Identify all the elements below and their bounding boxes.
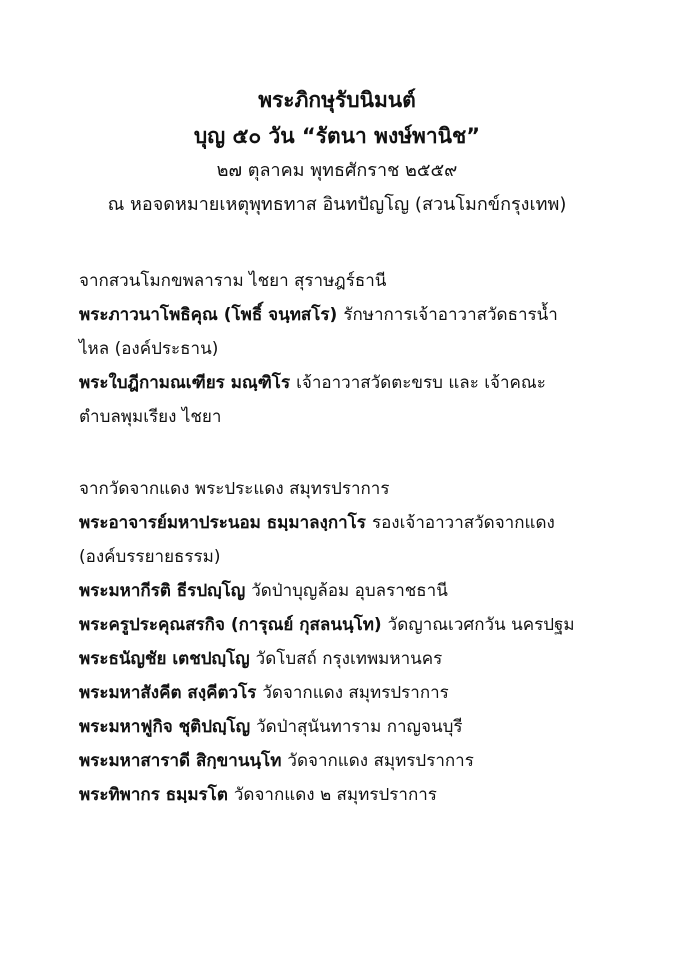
monk-role: รองเจ้าอาวาสวัดจากแดง bbox=[371, 513, 555, 533]
monk-place: วัดจากแดง สมุทรปราการ bbox=[262, 683, 449, 703]
section-origin: จากสวนโมกขพลาราม ไชยา สุราษฎร์ธานี bbox=[79, 271, 387, 291]
monk-name: พระครูประคุณสรกิจ (การุณย์ กุสลนนฺโท) bbox=[79, 615, 382, 635]
section-origin: จากวัดจากแดง พระประแดง สมุทรปราการ bbox=[79, 479, 390, 499]
monk-name: พระทิพากร ธมฺมรโต bbox=[79, 785, 228, 805]
monk-name: พระมหากีรติ ธีรปญฺโญ bbox=[79, 581, 246, 601]
document-title: พระภิกษุรับนิมนต์ bbox=[258, 88, 416, 112]
monk-role-continued: ไหล (องค์ประธาน) bbox=[79, 339, 219, 359]
monk-role-continued: ตำบลพุมเรียง ไชยา bbox=[79, 407, 222, 427]
monk-place: วัดจากแดง สมุทรปราการ bbox=[287, 751, 474, 771]
monk-entry-lead bbox=[79, 506, 639, 540]
monk-role: เจ้าอาวาสวัดตะขรบ และ เจ้าคณะ bbox=[296, 373, 546, 393]
monk-place: วัดโบสถ์ กรุงเทพมหานคร bbox=[255, 649, 443, 669]
monk-name: พระอาจารย์มหาประนอม ธมฺมาลงฺกาโร bbox=[79, 513, 366, 533]
monk-entry bbox=[79, 642, 639, 676]
monk-entry bbox=[79, 608, 639, 642]
monk-name: พระมหาสาราดี สิกฺขานนฺโท bbox=[79, 751, 282, 771]
monk-role-continued: (องค์บรรยายธรรม) bbox=[79, 547, 221, 567]
monk-role: รักษาการเจ้าอาวาสวัดธารน้ำ bbox=[343, 305, 558, 325]
monk-name: พระภาวนาโพธิคุณ (โพธิ์ จนฺทสโร) bbox=[79, 305, 338, 325]
document-header bbox=[0, 82, 674, 222]
monk-entry bbox=[79, 778, 639, 812]
monk-name: พระมหาสังคีต สงฺคีตวโร bbox=[79, 683, 257, 703]
event-venue: ณ หอจดหมายเหตุพุทธทาส อินทปัญโญ (สวนโมกข์กรุงเทพ) bbox=[107, 194, 567, 215]
monk-entry bbox=[79, 298, 639, 332]
monk-entry bbox=[79, 366, 639, 400]
section-suan-mokkh bbox=[79, 264, 639, 434]
monk-entry bbox=[79, 744, 639, 778]
monk-entry bbox=[79, 710, 639, 744]
monk-place: วัดป่าบุญล้อม อุบลราชธานี bbox=[251, 581, 448, 601]
section-wat-chak-daeng bbox=[79, 472, 639, 812]
monk-place: วัดญาณเวศกวัน นครปฐม bbox=[387, 615, 575, 635]
event-date: ๒๗ ตุลาคม พุทธศักราช ๒๕๕๙ bbox=[216, 160, 458, 181]
monk-name: พระใบฎีกามณเฑียร มณฺฑิโร bbox=[79, 373, 291, 393]
monk-name: พระธนัญชัย เตชปญฺโญ bbox=[79, 649, 250, 669]
monk-entry bbox=[79, 676, 639, 710]
monk-entry bbox=[79, 574, 639, 608]
event-title: บุญ ๕๐ วัน “รัตนา พงษ์พานิช” bbox=[193, 124, 481, 148]
monk-name: พระมหาฟูกิจ ชุติปญฺโญ bbox=[79, 717, 251, 737]
monk-place: วัดจากแดง ๒ สมุทรปราการ bbox=[233, 785, 437, 805]
monk-place: วัดป่าสุนันทาราม กาญจนบุรี bbox=[256, 717, 463, 737]
